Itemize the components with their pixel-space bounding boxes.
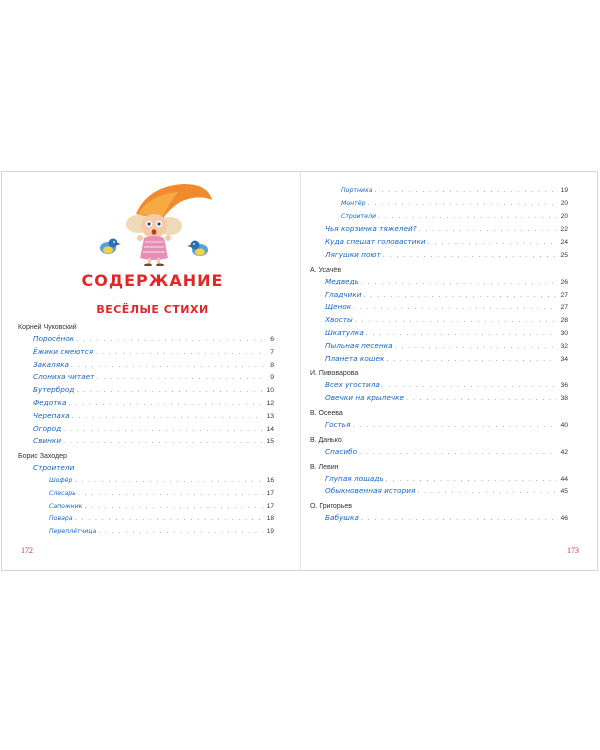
toc-entry[interactable] <box>18 435 274 448</box>
toc-leader-dots <box>353 302 557 315</box>
toc-entry[interactable] <box>310 223 568 236</box>
toc-leader-dots <box>361 513 557 526</box>
toc-author: О. Григорьев <box>310 503 352 511</box>
toc-leader-dots <box>78 488 263 501</box>
toc-entry-title: Федотка <box>33 397 67 407</box>
toc-entry-title: Куда спешат головастики <box>325 237 426 247</box>
toc-leader-dots <box>366 328 557 341</box>
toc-entry-page: 18 <box>266 515 274 523</box>
toc-entry[interactable] <box>18 359 274 372</box>
toc-entry-page: 6 <box>270 336 274 343</box>
toc-entry[interactable] <box>18 488 274 501</box>
left-bird-icon <box>100 239 121 255</box>
toc-entry-page: 20 <box>560 199 568 207</box>
toc-leader-dots <box>378 211 557 224</box>
toc-entry-page: 42 <box>560 448 568 456</box>
toc-entry-page: 40 <box>560 421 568 429</box>
toc-entry-title: Шофёр <box>49 476 73 484</box>
toc-entry-title: Сапожник <box>49 502 83 510</box>
toc-entry-title: Чья корзинка тяжелей? <box>325 224 417 234</box>
toc-left-column <box>18 322 274 539</box>
toc-entry-page: 17 <box>266 502 274 510</box>
toc-author: Корней Чуковский <box>18 324 77 331</box>
toc-leader-dots <box>95 347 263 360</box>
toc-leader-dots <box>98 526 263 539</box>
toc-entry[interactable] <box>310 379 568 392</box>
toc-leader-dots <box>406 393 557 406</box>
toc-entry[interactable] <box>18 371 274 384</box>
toc-leader-dots <box>68 398 263 411</box>
toc-entry-title: Спасибо <box>325 446 358 456</box>
toc-entry[interactable] <box>310 512 568 525</box>
toc-leader-dots <box>355 315 557 328</box>
toc-entry-title: Обыкновенная история <box>325 486 416 496</box>
contents-heading: СОДЕРЖАНИЕ <box>81 271 224 290</box>
toc-entry-page: 16 <box>266 476 274 484</box>
toc-entry-page: 20 <box>560 212 568 220</box>
toc-entry-page: 34 <box>560 355 568 363</box>
toc-entry-page: 30 <box>560 329 568 337</box>
toc-leader-dots <box>417 486 557 499</box>
toc-entry-title: Повара <box>49 515 73 523</box>
toc-entry-title: Ёжики смеются <box>33 346 94 356</box>
toc-entry[interactable] <box>310 327 568 340</box>
toc-author: А. Усачёв <box>310 266 342 274</box>
toc-right-column <box>310 185 568 525</box>
toc-entry[interactable] <box>310 353 568 366</box>
toc-entry[interactable] <box>18 513 274 526</box>
toc-entry-title: Пыльная песенка <box>325 340 393 350</box>
toc-entry-page: 38 <box>560 395 568 403</box>
toc-author: Борис Заходер <box>18 453 67 461</box>
toc-entry-page: 44 <box>560 475 568 483</box>
toc-leader-dots <box>368 198 557 211</box>
toc-entry[interactable] <box>310 340 568 353</box>
toc-entry-title: Бабушка <box>325 513 359 523</box>
toc-leader-dots <box>382 380 557 393</box>
toc-entry-page: 25 <box>560 251 568 259</box>
toc-entry[interactable] <box>18 475 274 488</box>
toc-leader-dots <box>419 224 557 237</box>
toc-entry-page: 12 <box>266 399 274 407</box>
toc-entry-page: 26 <box>560 278 568 286</box>
toc-entry[interactable] <box>18 423 274 436</box>
toc-entry-page: 27 <box>560 304 568 312</box>
toc-entry-title: Лягушки поют <box>325 249 381 259</box>
toc-entry-page: 36 <box>560 382 568 390</box>
toc-leader-dots <box>359 447 557 460</box>
toc-author: В. Левин <box>310 463 339 471</box>
toc-leader-dots <box>386 354 557 367</box>
toc-entry-title: Бутерброд <box>33 385 75 395</box>
toc-entry-title: Планета кошек <box>325 353 385 363</box>
toc-leader-dots <box>375 185 558 198</box>
toc-entry[interactable] <box>310 473 568 486</box>
toc-entry-title: Щенок <box>325 302 352 312</box>
toc-entry[interactable] <box>310 446 568 459</box>
toc-author: В. Осеева <box>310 409 343 417</box>
toc-leader-dots <box>363 290 557 303</box>
toc-entry-title: Всех угостила <box>325 380 380 390</box>
toc-leader-dots <box>76 385 263 398</box>
toc-entry[interactable] <box>310 392 568 405</box>
page-number-left: 172 <box>21 546 33 555</box>
toc-entry[interactable] <box>310 276 568 289</box>
toc-leader-dots <box>75 513 263 526</box>
right-bird-icon <box>187 241 208 257</box>
toc-entry-title: Поросёнок <box>33 334 75 343</box>
toc-entry-title: Овечки на крылечке <box>325 393 405 403</box>
toc-entry-title: Глупая лошадь <box>325 473 384 483</box>
toc-entry[interactable] <box>310 236 568 249</box>
toc-entry-title: Переплётчица <box>49 528 97 536</box>
toc-entry[interactable] <box>18 397 274 410</box>
toc-entry-title: Хвосты <box>325 315 353 325</box>
toc-leader-dots <box>72 411 263 424</box>
toc-entry-title: Огород <box>33 423 62 433</box>
toc-entry-page: 27 <box>560 291 568 299</box>
toc-author: И. Пивоварова <box>310 370 359 378</box>
toc-entry-page: 46 <box>560 515 568 523</box>
toc-entry-title: Медведь <box>325 276 359 286</box>
toc-entry-page: 17 <box>266 489 274 497</box>
toc-entry-page: 13 <box>266 412 274 420</box>
toc-entry[interactable] <box>310 211 568 224</box>
toc-entry[interactable] <box>310 419 568 432</box>
toc-entry-page: 19 <box>560 187 568 194</box>
toc-entry-title: Гостья <box>325 419 351 429</box>
toc-leader-dots <box>63 424 263 437</box>
toc-leader-dots <box>395 341 557 354</box>
toc-entry-title: Портниха <box>341 187 373 194</box>
gnome-girl-illustration <box>88 180 218 266</box>
toc-leader-dots <box>361 277 557 290</box>
toc-entry-title: Строители <box>341 212 377 220</box>
toc-leader-dots <box>428 237 557 250</box>
toc-entry[interactable] <box>310 185 568 198</box>
toc-entry[interactable] <box>18 346 274 359</box>
toc-entry-title: Черепаха <box>33 410 70 420</box>
toc-entry[interactable] <box>310 301 568 314</box>
toc-leader-dots <box>71 360 263 373</box>
toc-leader-dots <box>383 250 557 263</box>
toc-leader-dots <box>352 420 557 433</box>
toc-entry-title: Гладчики <box>325 289 362 299</box>
section-title: ВЕСЁЛЫЕ СТИХИ <box>96 303 209 316</box>
toc-entry-title: Монтёр <box>341 199 366 207</box>
toc-entry[interactable] <box>310 289 568 302</box>
toc-entry-page: 45 <box>560 488 568 496</box>
toc-entry-page: 22 <box>560 226 568 234</box>
toc-entry[interactable] <box>18 384 274 397</box>
toc-leader-dots <box>76 334 263 347</box>
toc-entry-page: 7 <box>270 348 274 356</box>
toc-entry-title: Свинки <box>33 436 62 446</box>
toc-entry-page: 28 <box>560 317 568 325</box>
toc-entry-page: 19 <box>266 528 274 536</box>
toc-entry-page: 10 <box>266 387 274 395</box>
dress <box>140 236 168 260</box>
toc-entry-page: 15 <box>266 438 274 446</box>
toc-entry[interactable] <box>18 410 274 423</box>
toc-entry[interactable] <box>18 501 274 514</box>
toc-entry-page: 9 <box>270 374 274 382</box>
book-gutter <box>300 171 301 571</box>
page-number-right: 173 <box>567 546 579 555</box>
toc-entry[interactable] <box>310 198 568 211</box>
toc-entry[interactable] <box>310 485 568 498</box>
toc-entry-title: Слесарь <box>49 489 76 497</box>
toc-entry-title: Шкатулка <box>325 327 364 337</box>
toc-entry[interactable] <box>18 333 274 346</box>
toc-entry-page: 24 <box>560 239 568 247</box>
toc-entry[interactable] <box>18 462 274 475</box>
toc-entry-title: Строители <box>33 463 75 473</box>
toc-leader-dots <box>84 501 263 514</box>
toc-entry-page: 8 <box>270 361 274 369</box>
toc-entry-title: Закаляка <box>33 359 69 369</box>
toc-entry-title: Слониха читает <box>33 372 95 382</box>
toc-leader-dots <box>96 372 263 385</box>
toc-entry-page: 32 <box>560 342 568 350</box>
toc-entry[interactable] <box>310 249 568 262</box>
toc-entry-page: 14 <box>266 425 274 433</box>
toc-entry[interactable] <box>310 314 568 327</box>
toc-author: В. Данько <box>310 436 342 444</box>
toc-leader-dots <box>63 436 263 449</box>
toc-leader-dots <box>74 475 263 488</box>
toc-entry[interactable] <box>18 526 274 539</box>
